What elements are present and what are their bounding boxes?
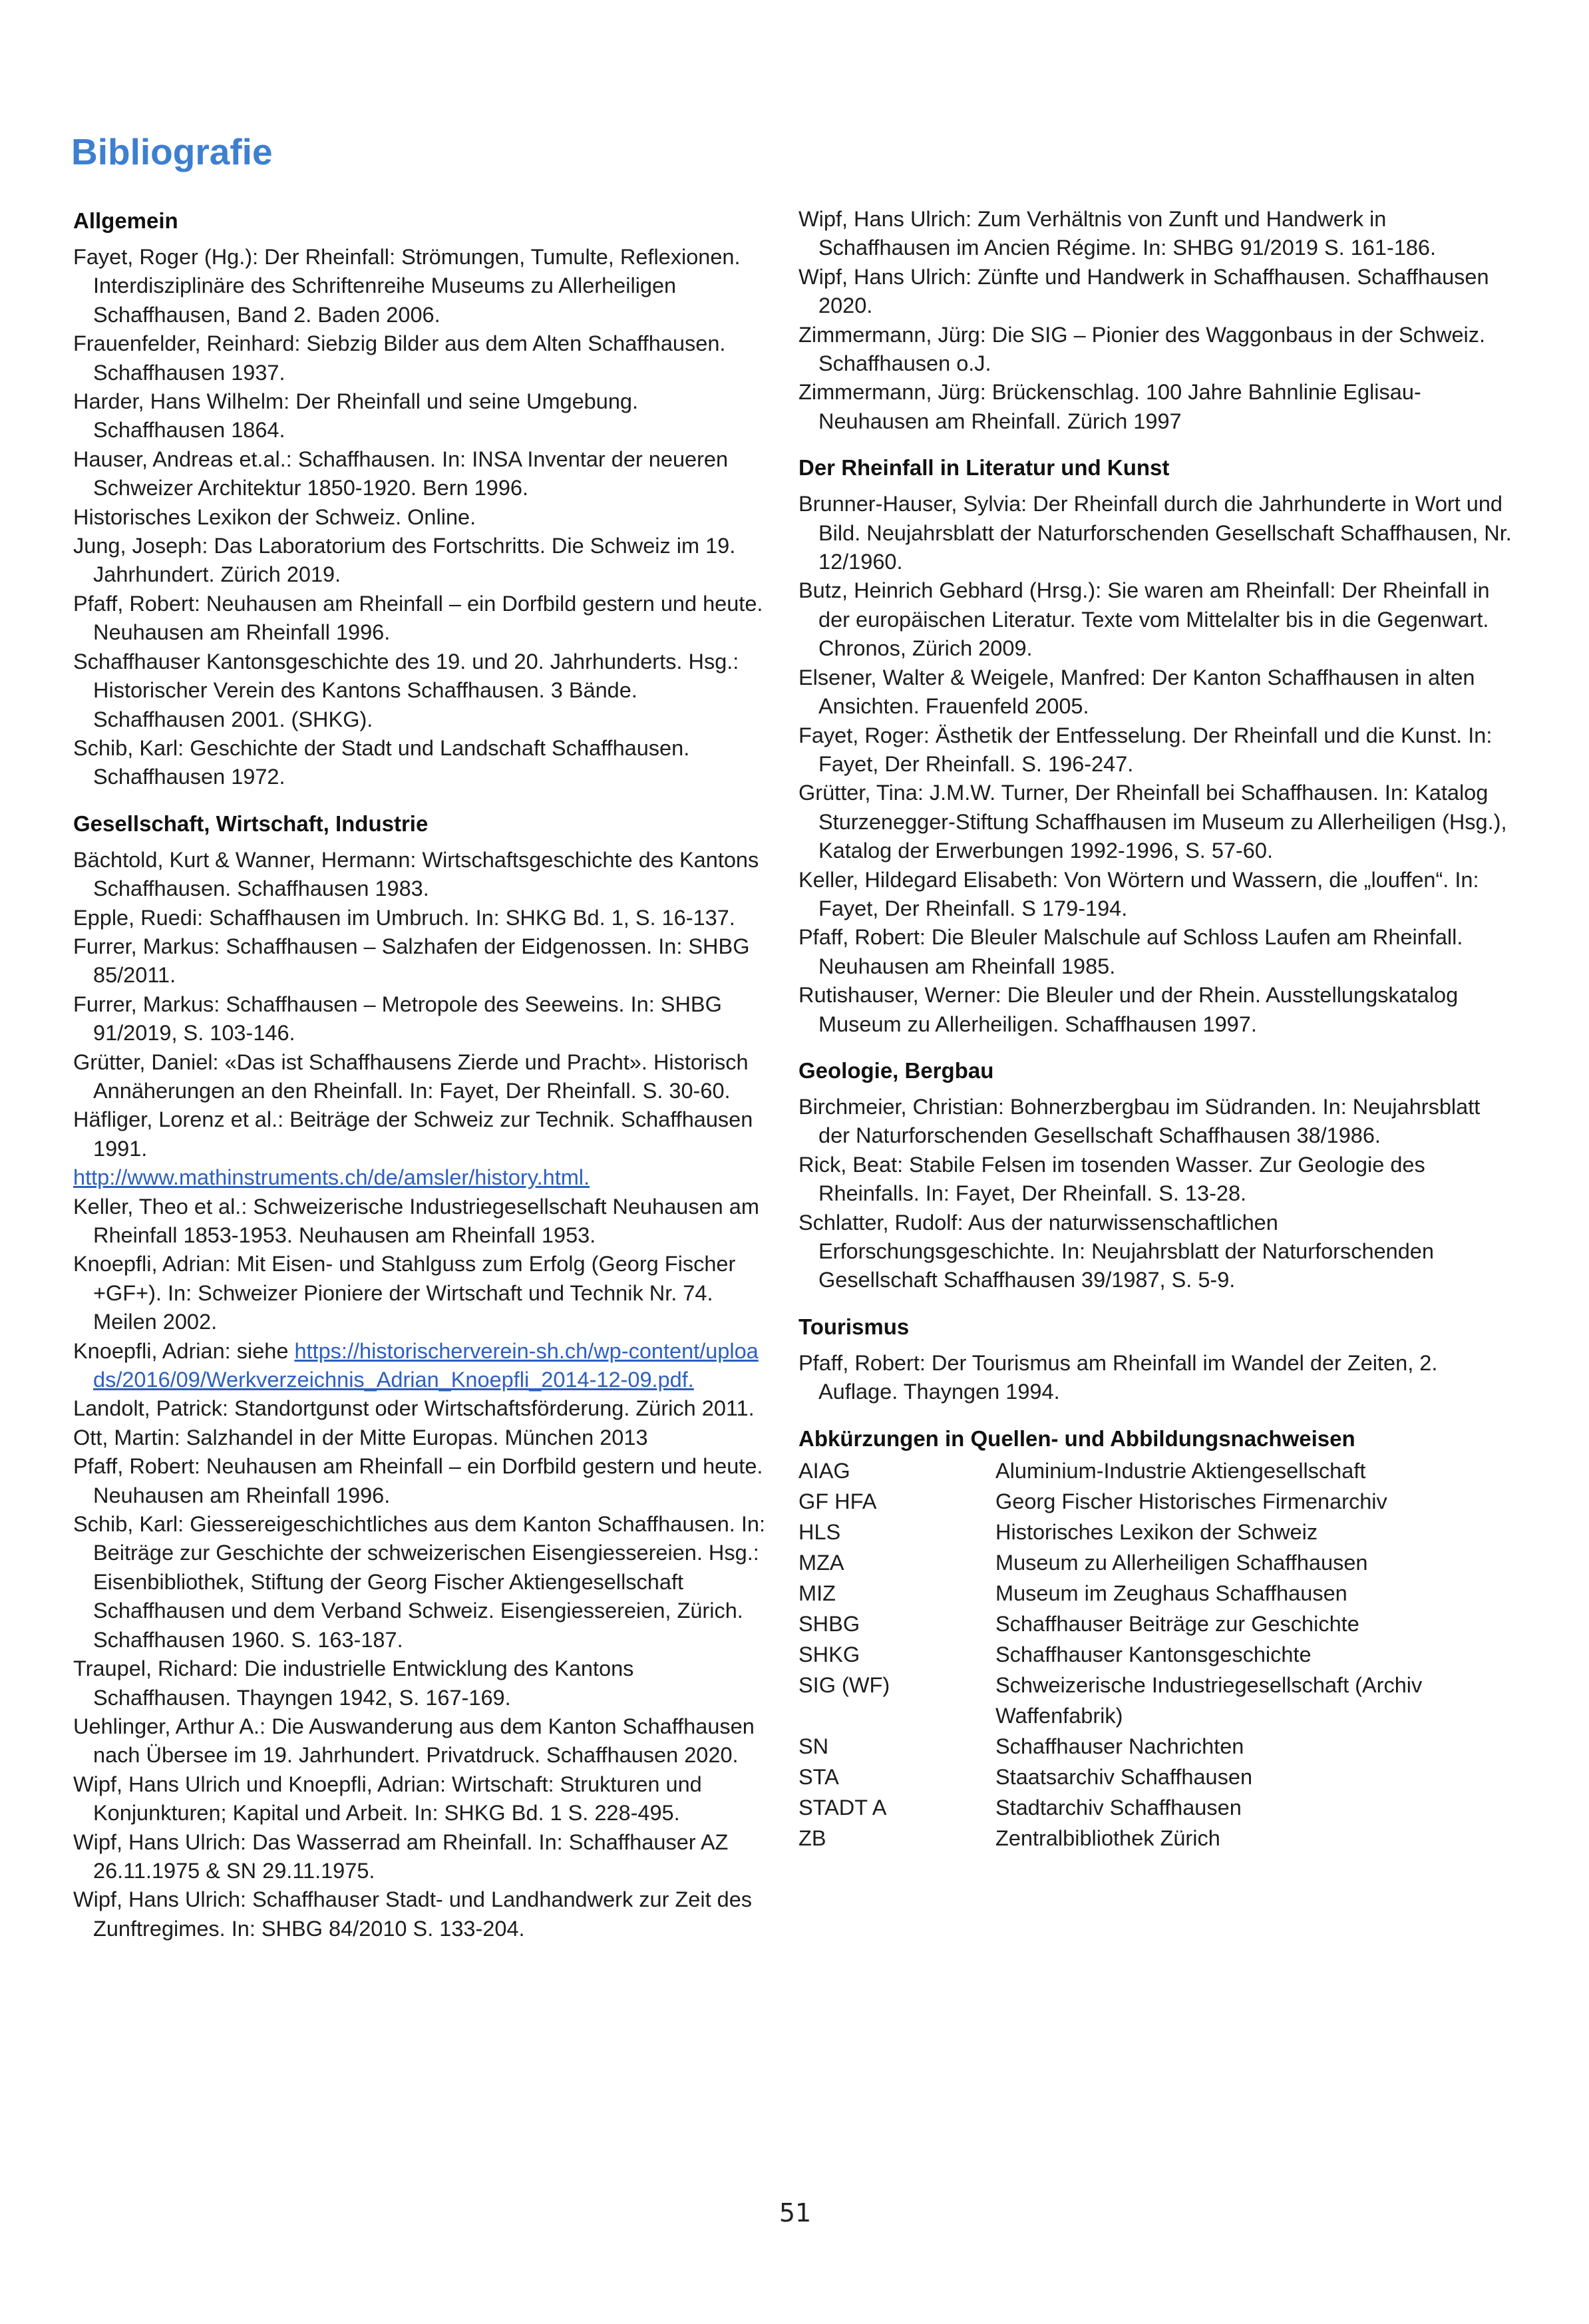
bibliography-entry: Wipf, Hans Ulrich: Das Wasserrad am Rheinfall. In: Schaffhauser AZ 26.11.1975 & SN 29.11.1975. [73, 1830, 729, 1883]
section-gesellschaft-wirtschaft-industrie [73, 809, 765, 1943]
abbreviation-row [798, 1486, 1517, 1517]
bibliography-entry: Butz, Heinrich Gebhard (Hrsg.): Sie waren am Rheinfall: Der Rheinfall in der europäischen Literatur. Texte vom Mittelalter bis in die Gegenwart. Chronos, Zürich 2009. [798, 578, 1490, 661]
bibliography-entry: Furrer, Markus: Schaffhausen – Metropole des Seeweins. In: SHBG 91/2019, S. 103-146. [73, 992, 722, 1046]
bibliography-entry: Jung, Joseph: Das Laboratorium des Fortschritts. Die Schweiz im 19. Jahrhundert. Zürich 2019. [73, 534, 736, 587]
abbreviation-full: Schaffhauser Beiträge zur Geschichte [995, 1611, 1359, 1636]
bibliography-entry: Epple, Ruedi: Schaffhausen im Umbruch. In: SHKG Bd. 1, S. 16-137. [73, 905, 735, 930]
mathinstruments-link[interactable]: http://www.mathinstruments.ch/de/amsler/history.html. [73, 1165, 590, 1190]
entry-list [798, 1349, 1517, 1407]
bibliography-entry: Zimmermann, Jürg: Brückenschlag. 100 Jahre Bahnlinie Eglisau-Neuhausen am Rheinfall. Zürich 1997 [798, 380, 1421, 433]
abbreviation-code: STA [798, 1764, 839, 1789]
entry-list [73, 846, 765, 1943]
abbreviation-row [798, 1670, 1517, 1731]
abbreviation-full: Historisches Lexikon der Schweiz [995, 1519, 1318, 1544]
abbreviation-full: Museum zu Allerheiligen Schaffhausen [995, 1550, 1368, 1575]
abbreviation-row [798, 1639, 1517, 1670]
abbreviations-table [798, 1455, 1517, 1853]
abbreviation-row [798, 1455, 1517, 1486]
bibliography-entry: Elsener, Walter & Weigele, Manfred: Der Kanton Schaffhausen in alten Ansichten. Frauenfeld 2005. [798, 665, 1475, 719]
bibliography-entry: Keller, Hildegard Elisabeth: Von Wörtern und Wassern, die „louffen“. In: Fayet, Der Rheinfall. S 179-194. [798, 867, 1479, 920]
bibliography-entry: Pfaff, Robert: Neuhausen am Rheinfall – ein Dorfbild gestern und heute. Neuhausen am Rheinfall 1996. [73, 1454, 763, 1507]
abbreviation-row [798, 1517, 1517, 1547]
bibliography-entry: Wipf, Hans Ulrich und Knoepfli, Adrian: Wirtschaft: Strukturen und Konjunkturen; Kapital und Arbeit. In: SHKG Bd. 1 S. 228-495. [73, 1772, 702, 1826]
entry-list [798, 1093, 1517, 1295]
abbreviation-code: GF HFA [798, 1489, 877, 1513]
abbreviation-full: Schaffhauser Kantonsgeschichte [995, 1642, 1312, 1666]
abbreviation-code: ZB [798, 1826, 826, 1850]
bibliography-entry: Birchmeier, Christian: Bohnerzbergbau im Südranden. In: Neujahrsblatt der Naturforschenden Gesellschaft Schaffhausen 38/1986. [798, 1094, 1481, 1148]
werkverzeichnis-link[interactable]: https://historischerverein-sh.ch/wp-content/uploads/2016/09/Werkverzeichnis_Adrian_Knoepfli_2014-12-09.pdf. [93, 1338, 759, 1392]
section-geologie-bergbau [798, 1056, 1517, 1295]
page-title: Bibliografie [71, 131, 273, 172]
bibliography-entry: Fayet, Roger (Hg.): Der Rheinfall: Strömungen, Tumulte, Reflexionen. Interdisziplinäre des Schriftenreihe Museums zu Allerheiligen Schaffhausen, Band 2. Baden 2006. [73, 245, 741, 327]
abbreviation-code: SN [798, 1734, 829, 1758]
section-heading: Geologie, Bergbau [798, 1058, 994, 1083]
bibliography-entry-with-link[interactable]: Knoepfli, Adrian: siehe https://historischerverein-sh.ch/wp-content/uploads/2016/09/Werkverzeichnis_Adrian_Knoepfli_2014-12-09.pdf. [73, 1338, 759, 1392]
bibliography-entry: Schib, Karl: Geschichte der Stadt und Landschaft Schaffhausen. Schaffhausen 1972. [73, 735, 690, 789]
section-heading: Tourismus [798, 1314, 910, 1339]
left-column [73, 206, 765, 1943]
bibliography-entry: Hauser, Andreas et.al.: Schaffhausen. In: INSA Inventar der neueren Schweizer Architektur 1850-1920. Bern 1996. [73, 447, 729, 500]
bibliography-entry: Pfaff, Robert: Die Bleuler Malschule auf Schloss Laufen am Rheinfall. Neuhausen am Rheinfall 1985. [798, 925, 1463, 978]
section-abbreviations [798, 1424, 1517, 1853]
bibliography-entry: Brunner-Hauser, Sylvia: Der Rheinfall durch die Jahrhunderte in Wort und Bild. Neujahrsblatt der Naturforschenden Gesellschaft Schaffhausen, Nr. 12/1960. [798, 492, 1512, 574]
abbreviation-code: HLS [798, 1519, 841, 1544]
section-continued-entries [798, 205, 1517, 436]
bibliography-entry: Schlatter, Rudolf: Aus der naturwissenschaftlichen Erforschungsgeschichte. In: Neujahrsblatt der Naturforschenden Gesellschaft Schaffhausen 39/1987, S. 5-9. [798, 1210, 1434, 1292]
abbreviation-row [798, 1823, 1517, 1853]
bibliography-entry: Wipf, Hans Ulrich: Schaffhauser Stadt- und Landhandwerk zur Zeit des Zunftregimes. In: SHBG 84/2010 S. 133-204. [73, 1887, 753, 1941]
abbreviation-code: SHKG [798, 1642, 860, 1666]
abbreviation-full: Schweizerische Industriegesellschaft (Archiv Waffenfabrik) [995, 1672, 1423, 1728]
bibliography-entry: Landolt, Patrick: Standortgunst oder Wirtschaftsförderung. Zürich 2011. [73, 1396, 755, 1421]
abbreviation-code: MIZ [798, 1581, 836, 1605]
abbreviation-code: AIAG [798, 1458, 850, 1483]
abbreviation-row [798, 1547, 1517, 1578]
entry-list [798, 490, 1517, 1039]
bibliography-entry: Historisches Lexikon der Schweiz. Online. [73, 504, 476, 529]
abbreviation-row [798, 1731, 1517, 1762]
bibliography-entry: Pfaff, Robert: Der Tourismus am Rheinfall im Wandel der Zeiten, 2. Auflage. Thayngen 1994. [798, 1350, 1438, 1404]
abbreviation-full: Schaffhauser Nachrichten [995, 1734, 1244, 1758]
bibliography-entry: Harder, Hans Wilhelm: Der Rheinfall und seine Umgebung. Schaffhausen 1864. [73, 389, 639, 443]
abbreviation-row [798, 1762, 1517, 1792]
bibliography-entry: Häfliger, Lorenz et al.: Beiträge der Schweiz zur Technik. Schaffhausen 1991. [73, 1107, 753, 1161]
abbreviations-heading: Abkürzungen in Quellen- und Abbildungsnachweisen [798, 1426, 1355, 1451]
bibliography-entry: Uehlinger, Arthur A.: Die Auswanderung aus dem Kanton Schaffhausen nach Übersee im 19. Jahrhundert. Privatdruck. Schaffhausen 2020. [73, 1714, 755, 1768]
bibliography-entry: Zimmermann, Jürg: Die SIG – Pionier des Waggonbaus in der Schweiz. Schaffhausen o.J. [798, 322, 1486, 376]
right-column [798, 205, 1517, 1853]
bibliography-entry: Rick, Beat: Stabile Felsen im tosenden Wasser. Zur Geologie des Rheinfalls. In: Fayet, Der Rheinfall. S. 13-28. [798, 1152, 1425, 1206]
bibliography-entry: Pfaff, Robert: Neuhausen am Rheinfall – ein Dorfbild gestern und heute. Neuhausen am Rheinfall 1996. [73, 591, 763, 645]
abbreviation-full: Aluminium-Industrie Aktiengesellschaft [995, 1458, 1366, 1483]
bibliography-entry: Keller, Theo et al.: Schweizerische Industriegesellschaft Neuhausen am Rheinfall 1853-1953. Neuhausen am Rheinfall 1953. [73, 1194, 759, 1247]
bibliography-entry: Fayet, Roger: Ästhetik der Entfesselung. Der Rheinfall und die Kunst. In: Fayet, Der Rheinfall. S. 196-247. [798, 723, 1493, 776]
section-rheinfall-literatur-kunst [798, 453, 1517, 1039]
bibliography-entry: Schib, Karl: Giessereigeschichtliches aus dem Kanton Schaffhausen. In: Beiträge zur Geschichte der schweizerischen Eisengiessereien. Hsg.: Eisenbibliothek, Stiftung der Georg Fischer Aktiengesellschaft Schaffhausen und dem Verband Schweiz. Eisengiessereien, Zürich. Schaffhausen 1960. S. 163-187. [73, 1512, 765, 1652]
bibliography-entry: Wipf, Hans Ulrich: Zünfte und Handwerk in Schaffhausen. Schaffhausen 2020. [798, 264, 1489, 318]
entry-list [73, 243, 765, 792]
abbreviation-full: Georg Fischer Historisches Firmenarchiv [995, 1489, 1387, 1513]
bibliography-entry: Furrer, Markus: Schaffhausen – Salzhafen der Eidgenossen. In: SHBG 85/2011. [73, 934, 750, 988]
abbreviation-full: Zentralbibliothek Zürich [995, 1826, 1220, 1850]
page-number: 51 [779, 2198, 812, 2227]
bibliography-entry: Grütter, Daniel: «Das ist Schaffhausens Zierde und Pracht». Historisch Annäherungen an den Rheinfall. In: Fayet, Der Rheinfall. S. 30-60. [73, 1050, 749, 1103]
entry-list [798, 205, 1517, 436]
bibliography-entry: Knoepfli, Adrian: Mit Eisen- und Stahlguss zum Erfolg (Georg Fischer +GF+). In: Schweizer Pioniere der Wirtschaft und Technik Nr. 74. Meilen 2002. [73, 1252, 736, 1334]
abbreviation-full: Stadtarchiv Schaffhausen [995, 1795, 1242, 1820]
section-tourismus [798, 1312, 1517, 1407]
bibliography-entry: Schaffhauser Kantonsgeschichte des 19. und 20. Jahrhunderts. Hsg.: Historischer Verein des Kantons Schaffhausen. 3 Bände. Schaffhausen 2001. (SHKG). [73, 649, 739, 731]
abbreviation-code: SIG (WF) [798, 1672, 890, 1697]
bibliography-entry: Traupel, Richard: Die industrielle Entwicklung des Kantons Schaffhausen. Thayngen 1942, S. 167-169. [73, 1656, 634, 1710]
bibliography-entry: Frauenfelder, Reinhard: Siebzig Bilder aus dem Alten Schaffhausen. Schaffhausen 1937. [73, 331, 726, 385]
section-allgemein [73, 206, 765, 792]
bibliography-entry: Ott, Martin: Salzhandel in der Mitte Europas. München 2013 [73, 1425, 648, 1450]
bibliography-entry: Grütter, Tina: J.M.W. Turner, Der Rheinfall bei Schaffhausen. In: Katalog Sturzenegger-Stiftung Schaffhausen im Museum zu Allerheiligen (Hsg.), Katalog der Erwerbungen 1992-1996, S. 57-60. [798, 781, 1507, 863]
abbreviation-row [798, 1578, 1517, 1609]
bibliography-entry: Rutishauser, Werner: Die Bleuler und der Rhein. Ausstellungskatalog Museum zu Allerheiligen. Schaffhausen 1997. [798, 983, 1459, 1036]
abbreviation-code: MZA [798, 1550, 844, 1575]
abbreviation-code: STADT A [798, 1795, 887, 1820]
section-heading: Allgemein [73, 208, 178, 233]
bibliography-entry: Wipf, Hans Ulrich: Zum Verhältnis von Zunft und Handwerk in Schaffhausen im Ancien Régime. In: SHBG 91/2019 S. 161-186. [798, 207, 1437, 260]
abbreviation-code: SHBG [798, 1611, 860, 1636]
abbreviation-full: Staatsarchiv Schaffhausen [995, 1764, 1253, 1789]
bibliography-entry: Bächtold, Kurt & Wanner, Hermann: Wirtschaftsgeschichte des Kantons Schaffhausen. Schaffhausen 1983. [73, 847, 759, 901]
abbreviation-row [798, 1609, 1517, 1639]
section-heading: Der Rheinfall in Literatur und Kunst [798, 455, 1170, 481]
abbreviation-full: Museum im Zeughaus Schaffhausen [995, 1581, 1347, 1605]
abbreviation-row [798, 1792, 1517, 1823]
section-heading: Gesellschaft, Wirtschaft, Industrie [73, 811, 429, 836]
